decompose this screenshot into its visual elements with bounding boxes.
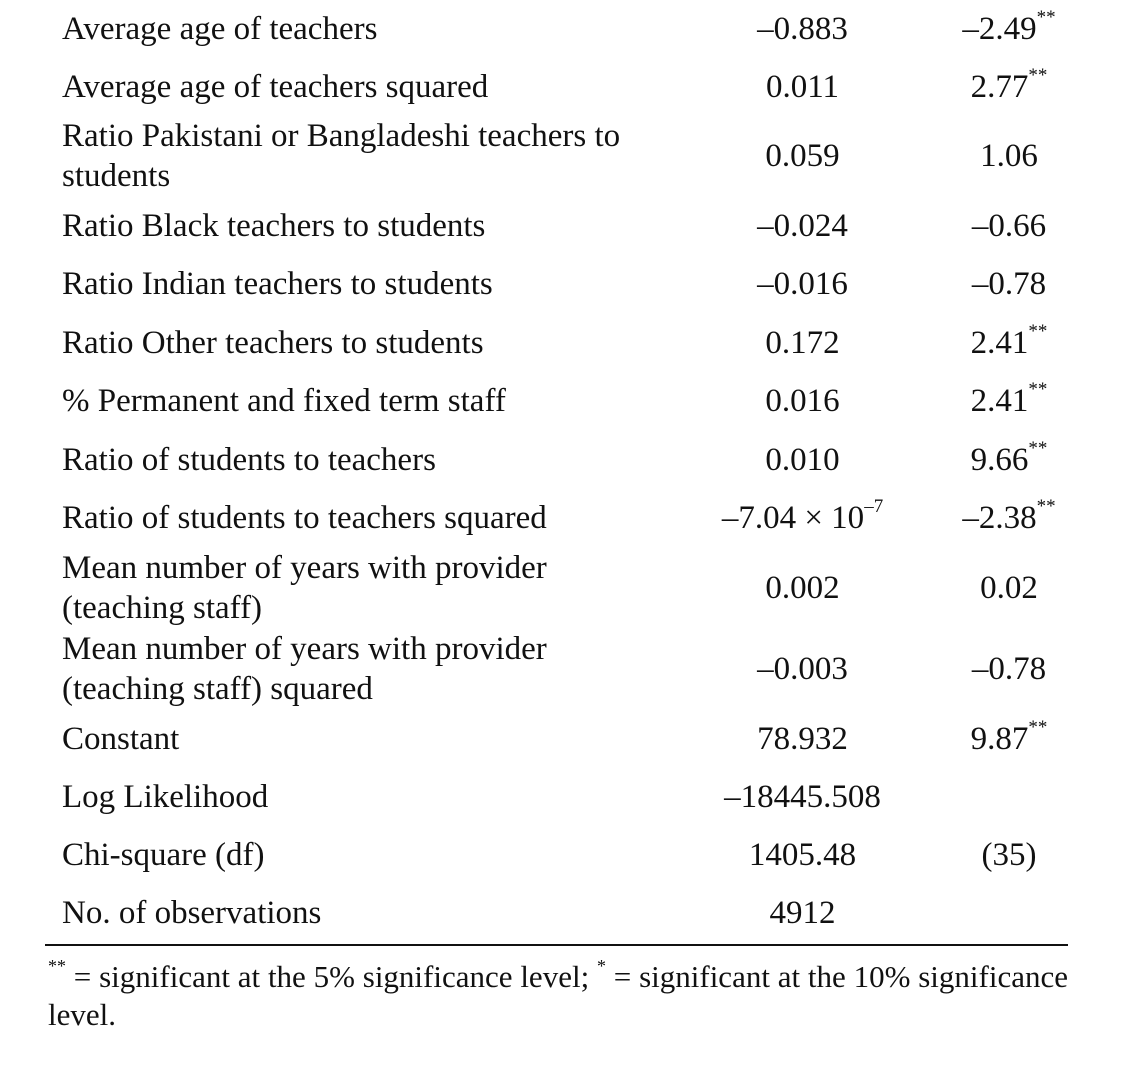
coefficient-exponent: –7 [864,496,884,517]
footnote-sig5-text: = significant at the 5% significance level; [66,959,597,994]
tstat-cell [950,437,1068,480]
row-label: % Permanent and fixed term staff [62,383,506,419]
tstat-value: 2.77 [970,69,1029,105]
row-label: No. of observations [62,895,322,931]
coefficient-cell: –0.883 [757,11,848,47]
table-row [45,58,1068,116]
tstat-value: 2.41 [970,383,1029,419]
footnote-sig10-text: = significant at the 10% significance level. [48,959,1068,1032]
coefficient-cell: 0.011 [765,69,840,105]
tstat-value: –0.78 [971,651,1047,687]
tstat-value: 0.02 [980,570,1038,606]
tstat-cell [950,264,1068,304]
tstat-value: 9.66 [970,441,1029,478]
tstat-cell [950,9,1068,49]
tstat-cell [950,67,1068,107]
table-row [45,884,1068,942]
tstat-value: 9.87 [970,720,1029,757]
row-label: Mean number of years with provider (teaching staff) squared [62,631,547,707]
row-label: Mean number of years with provider (teaching staff) [62,550,547,626]
row-label: Ratio Other teachers to students [62,324,484,361]
table-row [45,709,1068,768]
table-footnote [48,955,1068,1034]
row-label: Constant [62,720,180,757]
table-row [45,489,1068,547]
row-label: Log Likelihood [62,779,269,815]
table-row [45,116,1068,196]
table-row [45,430,1068,489]
significance-mark: ** [1028,65,1048,86]
row-label: Average age of teachers [62,11,378,47]
tstat-cell [950,206,1068,246]
footnote-sig10-mark: * [596,955,606,976]
coefficient-cell: 4912 [769,895,836,931]
table-row [45,629,1068,709]
significance-mark: ** [1028,320,1048,342]
row-label: Ratio of students to teachers squared [62,500,547,536]
row-label: Ratio Pakistani or Bangladeshi teachers to students [62,118,621,194]
footnote-sig5-mark: ** [48,955,66,976]
table-row [45,196,1068,255]
tstat-value: (35) [981,837,1037,873]
tstat-cell [950,649,1068,689]
tstat-cell [950,835,1068,875]
coefficient-cell: –18445.508 [724,779,881,815]
row-label: Average age of teachers squared [62,69,489,105]
tstat-value: –2.38 [962,500,1037,536]
table-row [45,255,1068,313]
tstat-value: 1.06 [980,138,1038,174]
coefficient-cell: 0.016 [765,383,840,419]
significance-mark: ** [1028,437,1048,459]
coefficient-cell: 0.002 [765,570,840,606]
tstat-cell [950,498,1068,538]
table-row [45,313,1068,372]
significance-mark: ** [1036,496,1056,517]
tstat-cell [950,136,1068,176]
tstat-value: –0.66 [971,207,1047,244]
tstat-cell [950,381,1068,421]
table-row [45,826,1068,884]
row-label: Ratio of students to teachers [62,441,436,478]
coefficient-cell [655,498,950,538]
coefficient-cell: –0.024 [757,207,848,244]
tstat-value: 2.41 [970,324,1029,361]
row-label: Ratio Indian teachers to students [62,266,493,302]
table-row [45,0,1068,58]
coefficient-cell: 78.932 [757,720,848,757]
row-label: Chi-square (df) [62,837,265,873]
coefficient-cell: 1405.48 [748,837,857,873]
table-row [45,372,1068,430]
row-label: Ratio Black teachers to students [62,207,486,244]
coefficient-cell: –0.016 [757,266,848,302]
coefficient-cell: 0.172 [765,324,840,361]
regression-table [45,0,1068,942]
coefficient-cell: 0.059 [765,138,840,174]
coefficient-cell: 0.010 [765,441,840,478]
table-row [45,547,1068,629]
significance-mark: ** [1028,716,1048,738]
significance-mark: ** [1028,379,1048,400]
table-bottom-rule [45,944,1068,946]
table-row [45,768,1068,826]
significance-mark: ** [1036,7,1056,28]
tstat-cell [950,320,1068,363]
tstat-cell [950,568,1068,608]
tstat-value: –0.78 [971,266,1047,302]
coefficient-cell: –0.003 [757,651,848,687]
coefficient-base: –7.04 × 10 [721,500,865,536]
tstat-cell [950,716,1068,759]
tstat-value: –2.49 [962,11,1037,47]
